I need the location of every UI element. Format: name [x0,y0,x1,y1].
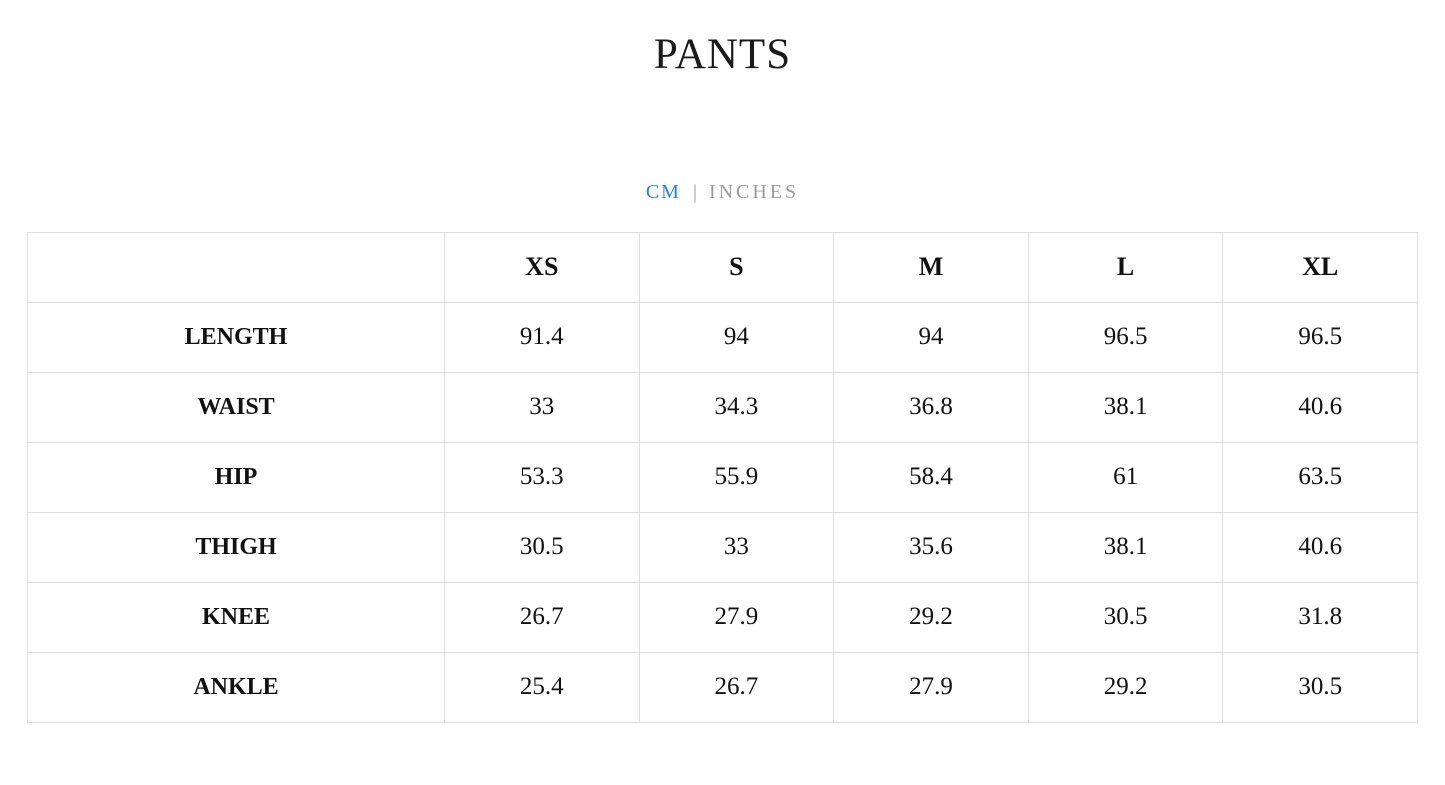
table-row [28,302,1418,372]
cell-value: 55.9 [639,442,834,512]
header-row [28,232,1418,302]
inches-toggle[interactable]: INCHES [708,180,800,203]
cell-value: 36.8 [834,372,1029,442]
row-label: LENGTH [28,302,445,372]
size-column-header: M [834,232,1029,302]
cell-value: 29.2 [1028,652,1223,722]
cell-value: 58.4 [834,442,1029,512]
unit-toggle [0,180,1445,204]
cell-value: 26.7 [445,582,640,652]
table-row [28,582,1418,652]
cell-value: 38.1 [1028,512,1223,582]
corner-cell [28,232,445,302]
row-label: WAIST [28,372,445,442]
row-label: THIGH [28,512,445,582]
cell-value: 29.2 [834,582,1029,652]
cell-value: 38.1 [1028,372,1223,442]
cell-value: 61 [1028,442,1223,512]
cell-value: 34.3 [639,372,834,442]
cell-value: 26.7 [639,652,834,722]
cell-value: 27.9 [639,582,834,652]
cell-value: 96.5 [1223,302,1418,372]
cm-toggle[interactable]: CM [645,180,681,203]
cell-value: 35.6 [834,512,1029,582]
cell-value: 30.5 [1223,652,1418,722]
cell-value: 30.5 [1028,582,1223,652]
size-column-header: S [639,232,834,302]
cell-value: 27.9 [834,652,1029,722]
page-title: PANTS [653,31,792,78]
size-column-header: XL [1223,232,1418,302]
cell-value: 33 [445,372,640,442]
unit-toggle-divider: | [692,180,697,203]
cell-value: 40.6 [1223,372,1418,442]
cell-value: 63.5 [1223,442,1418,512]
cell-value: 33 [639,512,834,582]
cell-value: 31.8 [1223,582,1418,652]
cell-value: 91.4 [445,302,640,372]
table-row [28,512,1418,582]
cell-value: 40.6 [1223,512,1418,582]
cell-value: 94 [639,302,834,372]
cell-value: 96.5 [1028,302,1223,372]
size-column-header: XS [445,232,640,302]
cell-value: 94 [834,302,1029,372]
cell-value: 25.4 [445,652,640,722]
table-row [28,372,1418,442]
size-chart-table [27,232,1418,723]
row-label: HIP [28,442,445,512]
row-label: ANKLE [28,652,445,722]
row-label: KNEE [28,582,445,652]
size-column-header: L [1028,232,1223,302]
table-row [28,652,1418,722]
table-row [28,442,1418,512]
cell-value: 53.3 [445,442,640,512]
cell-value: 30.5 [445,512,640,582]
